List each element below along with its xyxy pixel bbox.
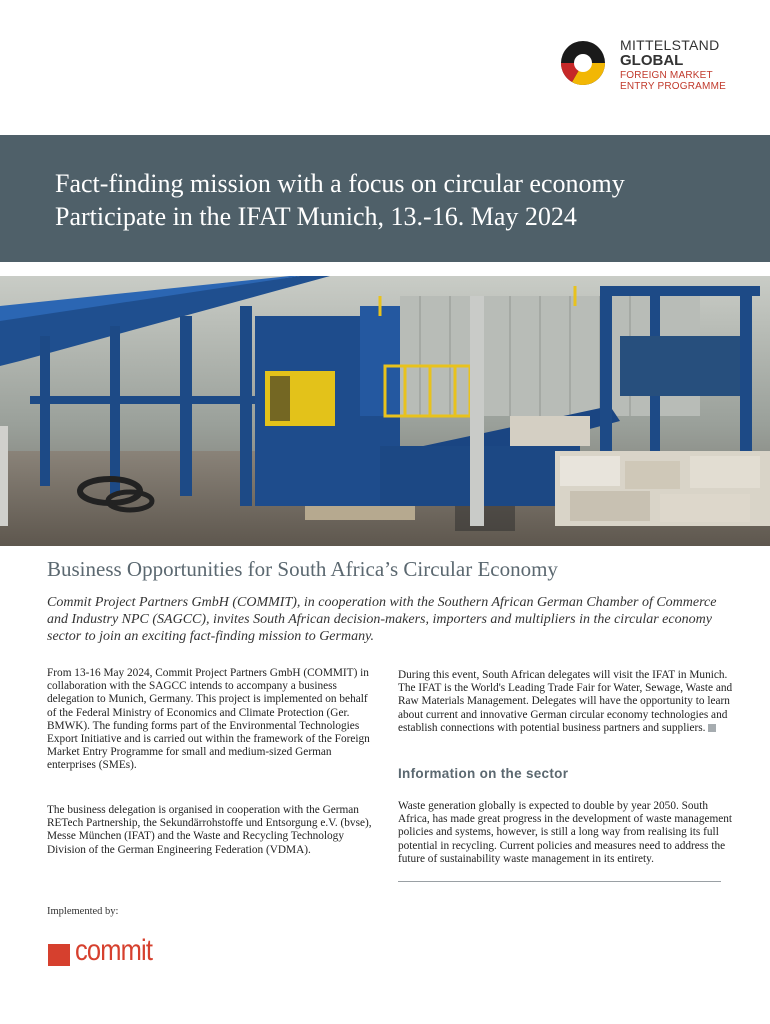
right-paragraph-1 xyxy=(398,669,736,735)
banner-title-line-1: Fact-finding mission with a focus on circular economy xyxy=(55,169,625,198)
logo-line-4: ENTRY PROGRAMME xyxy=(620,81,726,92)
right-paragraph-2: Waste generation globally is expected to double by year 2050. South Africa, has made great progress in the development of waste management policies and systems, however, is still a long way from realising its full potential in recycling. Current policies and measures need to address the future of sustainability waste management in its entirety. xyxy=(398,800,733,865)
implemented-by-label: Implemented by: xyxy=(47,906,119,917)
banner-title xyxy=(55,167,625,233)
intro-paragraph: Commit Project Partners GmbH (COMMIT), in cooperation with the Southern African German Chamber of Commerce and Industry NPC (SAGCC), invites South African decision-makers, importers and multipliers in the circular economy sector to join an exciting fact-finding mission to Germany. xyxy=(47,595,717,644)
sector-subheading: Information on the sector xyxy=(398,766,569,781)
title-banner xyxy=(0,135,770,262)
logo-line-2: GLOBAL xyxy=(620,52,684,69)
photo-illustration xyxy=(0,276,770,546)
section-title: Business Opportunities for South Africa’s Circular Economy xyxy=(47,557,558,581)
left-paragraph-1: From 13-16 May 2024, Commit Project Partners GmbH (COMMIT) in collaboration with the SAGCC intends to accompany a business delegation to Munich, Germany. This project is implemented on behalf of the Federal Ministry of Economics and Climate Protection (Ger. BMWK). The funding forms part of the Environmental Technologies Export Initiative and is carried out within the framework of the Foreign Market Entry Programme for small and medium-sized German enterprises (SMEs). xyxy=(47,667,370,772)
mittelstand-global-logo xyxy=(560,38,750,98)
column-divider xyxy=(398,881,721,882)
commit-wordmark: commit xyxy=(75,934,153,967)
right-paragraph-1-text: During this event, South African delegates will visit the IFAT in Munich. The IFAT is the World's Leading Trade Fair for Water, Sewage, Waste and Raw Materials Management. Delegates will have the opportunity to learn about current and innovative German circular economy technologies and establish connections with potential business partners and suppliers. xyxy=(398,669,733,734)
mittelstand-logo-icon xyxy=(560,40,606,86)
recycling-facility-photo xyxy=(0,276,770,546)
end-mark-icon xyxy=(708,724,716,732)
logo-line-3: FOREIGN MARKET xyxy=(620,70,713,81)
left-paragraph-2: The business delegation is organised in cooperation with the German RETech Partnership, the Sekundärrohstoffe und Entsorgung e.V. (bvse), Messe München (IFAT) and the Waste and Recycling Technology Division of the German Engineering Federation (VDMA). xyxy=(47,804,372,856)
banner-title-line-2: Participate in the IFAT Munich, 13.-16. May 2024 xyxy=(55,202,577,231)
commit-square-icon xyxy=(48,944,70,966)
logo-line-1: MITTELSTAND xyxy=(620,37,720,53)
